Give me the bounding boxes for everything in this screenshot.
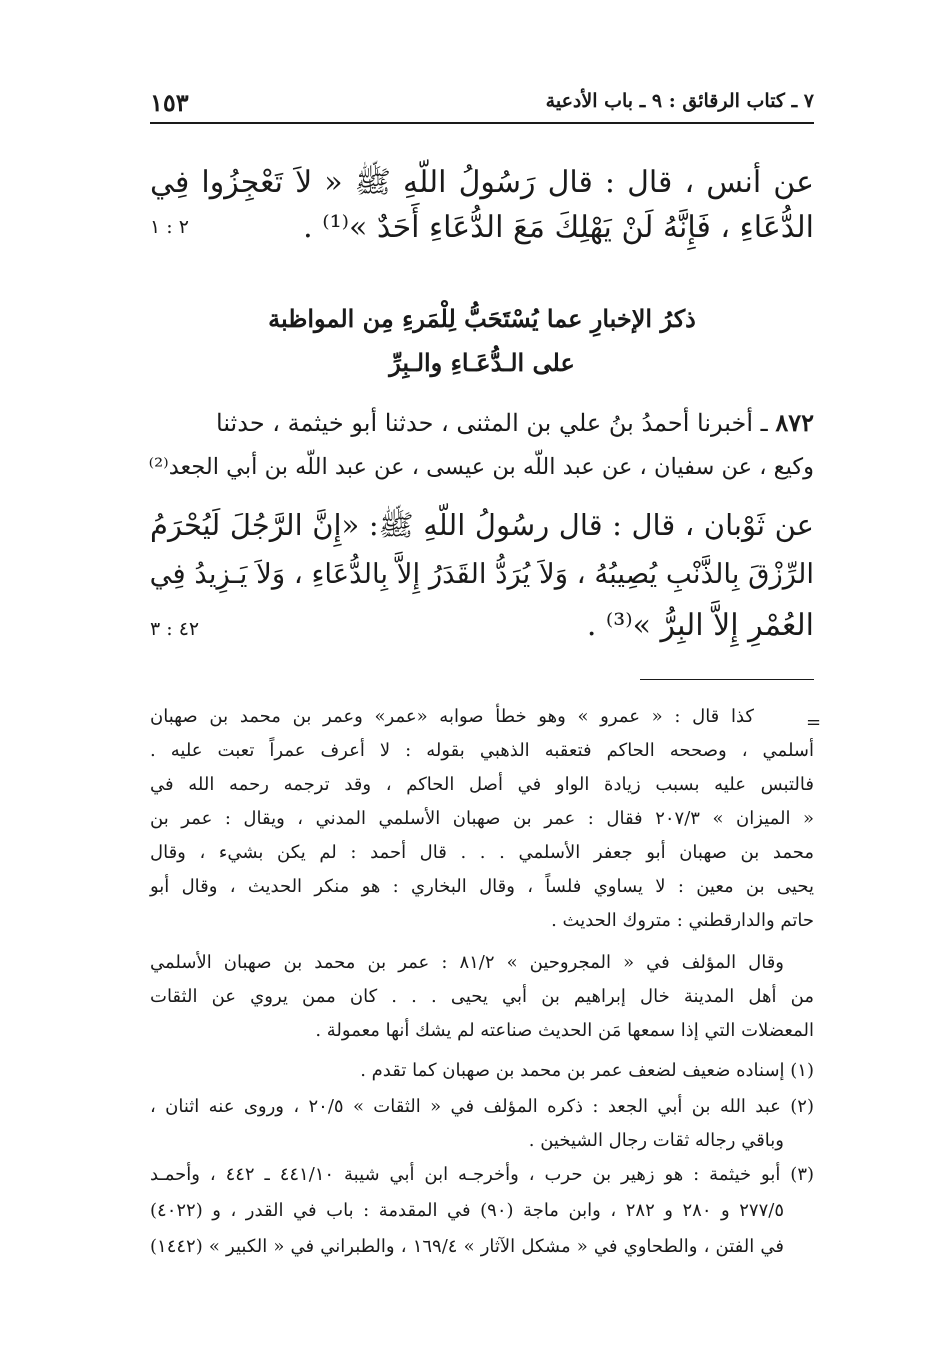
hadith-prev-line-1: عن أنس ، قال : قال رَسُولُ اللّهِ ﷺ « لاَ تَعْجِزُوا فِي (150, 165, 814, 200)
footnote-3-line-1: (٣) أبو خيثمة : هو زهير بن حرب ، وأخرجـه ابن أبي شيبة ٤٤١/١٠ ـ ٤٤٢ ، وأحمـد (150, 1164, 815, 1185)
hadith-872-matn-line-1: عن ثَوْبان ، قال : قال رسُولُ اللّهِ ﷺ: «إِنَّ الرَّجُلَ لَيُحْرَمُ (150, 508, 814, 542)
footnote-para2-line-3: المعضلات التي إذا سمعها مَن الحديث صناعته لم يشك أنها معمولة . (315, 1020, 814, 1041)
footnote-para2-line-1: وقال المؤلف في « المجروحين » ٨١/٢ : عمر بن محمد بن صهبان الأسلمي (150, 952, 785, 973)
footnote-cont-line-7: حاتم والدارقطني : متروك الحديث . (551, 910, 814, 931)
isnad-text-1: ـ أخبرنا أحمدُ بنُ علي بن المثنى ، حدثنا أبو خيثمة ، حدثنا (216, 409, 768, 437)
footnote-2-line-1: (٢) عبد الله بن أبي الجعد : ذكره المؤلف في « الثقات » ٢٠/٥ ، وروى عنه اثنان ، (150, 1096, 814, 1117)
hadith-872-isnad-line-2: وكيع ، عن سفيان ، عن عبد اللّه بن عيسى ، عن عبد اللّه بن أبي الجعد⁽²⁾ (148, 454, 814, 480)
footnote-para2-line-2: من أهل المدينة خال إبراهيم بن أبي يحيى . . . كان ممن يروي عن الثقات (150, 986, 814, 1007)
hadith-872-isnad-line-1 (150, 408, 814, 437)
hadith-number: ٨٧٢ (775, 408, 814, 437)
running-title: ٧ ـ كتاب الرقائق : ٩ ـ باب الأدعية (545, 90, 814, 112)
footnote-continued-mark: = (806, 712, 822, 733)
page-number: ١٥٣ (150, 88, 189, 117)
footnote-3-line-3: في الفتن ، والطحاوي في « مشكل الآثار » ١٦٩/٤ ، والطبراني في « الكبير » (١٤٤٢) (150, 1236, 785, 1257)
footnote-separator (640, 679, 814, 680)
footnote-cont-line-2: أسلمي ، وصححه الحاكم فتعقبه الذهبي بقوله : لا أعرف عمراً تعبت عليه . (150, 740, 814, 761)
footnote-cont-line-4: « الميزان » ٢٠٧/٣ فقال : عمر بن صهبان الأسلمي المدني ، ويقال : عمر بن (150, 808, 814, 829)
hadith-872-reference: ٤٢ : ٣ (150, 618, 200, 640)
page-header (150, 84, 814, 124)
section-heading-line-1: ذكرُ الإخبارِ عما يُسْتَحَبُّ لِلْمَرءِ مِن المواظبة (268, 304, 696, 333)
footnote-cont-line-1: كذا قال : « عمرو » وهو خطأ صوابه «عمر» وعمر بن محمد بن صهبان (150, 706, 754, 727)
footnote-cont-line-6: يحيى بن معين : لا يساوي فلساً ، وقال البخاري : هو منكر الحديث ، وقال أبو (150, 876, 814, 897)
footnote-3-line-2: ٢٧٧/٥ و ٢٨٠ و ٢٨٢ ، وابن ماجة (٩٠) في المقدمة : باب في القدر ، و (٤٠٢٢) (150, 1200, 785, 1221)
hadith-872-matn-line-2: الرِّزْقَ بِالذَّنْبِ يُصِيبُهُ ، وَلاَ يُرَدُّ القَدَرُ إِلاَّ بِالدُّعَاءِ ، وَلاَ يَـزِيدُ فِي (149, 558, 814, 590)
header-rule (150, 122, 814, 124)
footnote-2-line-2: وباقي رجاله ثقات رجال الشيخين . (528, 1130, 784, 1151)
hadith-872-matn-line-3: العُمْرِ إِلاَّ البِرُّ »⁽³⁾ . (586, 608, 814, 643)
section-heading-line-2: على الـدُّعَـاءِ والـبِرِّ (389, 348, 575, 377)
footnote-cont-line-3: فالتبس عليه بسبب زيادة الواو في أصل الحاكم ، وقد ترجمه رحمه الله في (150, 774, 814, 795)
hadith-prev-reference: ٢ : ١ (150, 216, 189, 238)
hadith-prev-line-2: الدُّعَاءِ ، فَإِنَّهُ لَنْ يَهْلِكَ مَعَ الدُّعَاءِ أَحَدٌ »⁽¹⁾ . (303, 210, 814, 245)
footnote-cont-line-5: محمد بن صهبان أبو جعفر الأسلمي . . . قال أحمد : لم يكن بشيء ، وقال (150, 842, 814, 863)
footnote-1: (١) إسناده ضعيف لضعف عمر بن محمد بن صهبان كما تقدم . (360, 1060, 814, 1081)
